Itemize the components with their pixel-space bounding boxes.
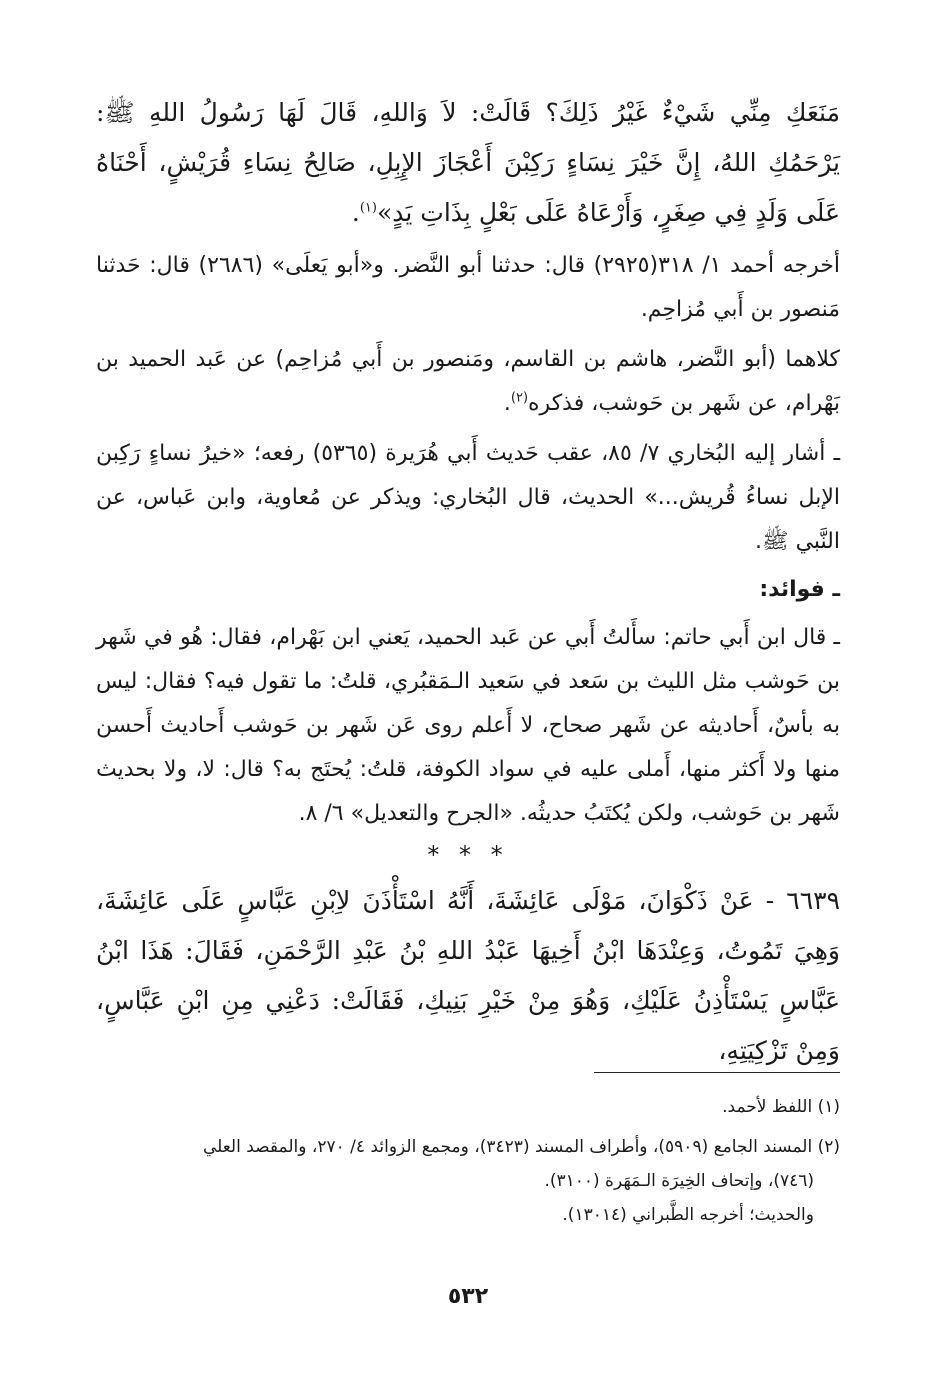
page-body — [96, 88, 840, 1076]
footnote-2-line-1: (٢) المسند الجامع (٥٩٠٩)، وأطراف المسند (٣٤٢٣)، ومجمع الزوائد ٤/ ٢٧٠، والمقصد العلي — [202, 1137, 840, 1157]
footnote-marker-1[interactable]: (١) — [359, 200, 377, 216]
fawaid-heading: ـ فوائد: — [759, 577, 840, 602]
previous-hadith-ending: مَنَعَكِ مِنِّي شَيْءٌ غَيْرُ ذَلِكَ؟ قَالَتْ: لاَ وَاللهِ، قَالَ لَهَا رَسُولُ اللهِ ﷺ: يَرْحَمُكِ اللهُ، إِنَّ خَيْرَ نِسَاءٍ رَكِبْنَ أَعْجَازَ الإِبِلِ، صَالِحُ نِسَاءِ قُرَيْشٍ، أَحْنَاهُ عَلَى وَلَدٍ فِي صِغَرٍ، وَأَرْعَاهُ عَلَى بَعْلٍ بِذَاتِ يَدٍ»$^{(١)}$. — [96, 98, 840, 227]
takhrij-paragraph-2: كلاهما (أبو النَّضر، هاشم بن القاسم، ومَنصور بن أَبي مُزاحِم) عن عَبد الحميد بن بَهْرام، عن شَهر بن حَوشب، فذكره$^{(٢)}$. — [96, 347, 840, 416]
takhrij-paragraph-2-text: كلاهما (أبو النَّضر، هاشم بن القاسم، ومَنصور بن أَبي مُزاحِم) عن عَبد الحميد بن بَهْرام، عن شَهر بن حَوشب، فذكره — [96, 347, 840, 416]
fawaid-paragraph: ـ قال ابن أَبي حاتم: سأَلتُ أَبي عن عَبد الحميد، يَعني ابن بَهْرام، فقال: هُو في شَهر بن حَوشب مثل الليث بن سَعد في سَعيد الـمَقبُري، قلتُ: ما تقول فيه؟ فقال: ليس به بأسٌ، أَحاديثه عن شَهر صحاح، لا أَعلم روى عَن شَهر بن حَوشب أَحاديث أَحسن منها ولا أَكثر منها، أَملى عليه في سواد الكوفة، قلتُ: يُحتَج به؟ قال: لا، ولا بحديث شَهر بن حَوشب، ولكن يُكتَبُ حديثُه. «الجرح والتعديل» ٦/ ٨. — [96, 625, 840, 826]
hadith-6639-text: - عَنْ ذَكْوَانَ، مَوْلَى عَائِشَةَ، أَنَّهُ اسْتَأْذَنَ لاِبْنِ عَبَّاسٍ عَلَى عَائِشَةَ، وَهِيَ تَمُوتُ، وَعِنْدَهَا ابْنُ أَخِيهَا عَبْدُ اللهِ بْنُ عَبْدِ الرَّحْمَنِ، فَقَالَ: هَذَا ابْنُ عَبَّاسٍ يَسْتَأْذِنُ عَلَيْكِ، وَهُوَ مِنْ خَيْرِ بَنِيكِ، فَقَالَتْ: دَعْنِي مِنِ ابْنِ عَبَّاسٍ، وَمِنْ تَزْكِيَتِهِ، — [96, 886, 840, 1065]
footnote-2-line-2: (٧٤٦)، وإتحاف الخِيرَة الـمَهَرة (٣١٠٠). — [544, 1171, 814, 1191]
takhrij-paragraph-1: أخرجه أحمد ١/ ٣١٨(٢٩٢٥) قال: حدثنا أبو النَّضر. و«أبو يَعلَى» (٢٦٨٦) قال: حَدثنا مَنصور بن أَبي مُزاحِم. — [96, 253, 840, 322]
footnote-divider — [594, 1072, 840, 1073]
previous-hadith-text: مَنَعَكِ مِنِّي شَيْءٌ غَيْرُ ذَلِكَ؟ قَالَتْ: لاَ وَاللهِ، قَالَ لَهَا رَسُولُ اللهِ ﷺ: يَرْحَمُكِ اللهُ، إِنَّ خَيْرَ نِسَاءٍ رَكِبْنَ أَعْجَازَ الإِبِلِ، صَالِحُ نِسَاءِ قُرَيْشٍ، أَحْنَاهُ عَلَى وَلَدٍ فِي صِغَرٍ، وَأَرْعَاهُ عَلَى بَعْلٍ بِذَاتِ يَدٍ» — [96, 98, 840, 227]
hadith-number: ٦٦٣٩ — [786, 886, 840, 915]
footnote-1: (١) اللفظ لأحمد. — [722, 1097, 840, 1117]
footnote-2-line-3: والحديث؛ أخرجه الطَّبراني (١٣٠١٤). — [562, 1205, 814, 1225]
footnotes-section — [96, 1090, 840, 1232]
page-number: ٥٣٢ — [447, 1284, 489, 1309]
hadith-6639 — [96, 876, 840, 1076]
takhrij-paragraph-3: ـ أشار إليه البُخاري ٧/ ٨٥، عقب حَديث أَبي هُرَيرة (٥٣٦٥) رفعه؛ «خيرُ نساءٍ رَكِبن الإبل نساءُ قُريش...» الحديث، قال البُخاري: ويذكر عن مُعاوية، وابن عَباس، عن النَّبي ﷺ. — [96, 441, 841, 554]
section-separator: * * * — [427, 841, 509, 869]
footnote-marker-2[interactable]: (٢) — [510, 390, 529, 406]
